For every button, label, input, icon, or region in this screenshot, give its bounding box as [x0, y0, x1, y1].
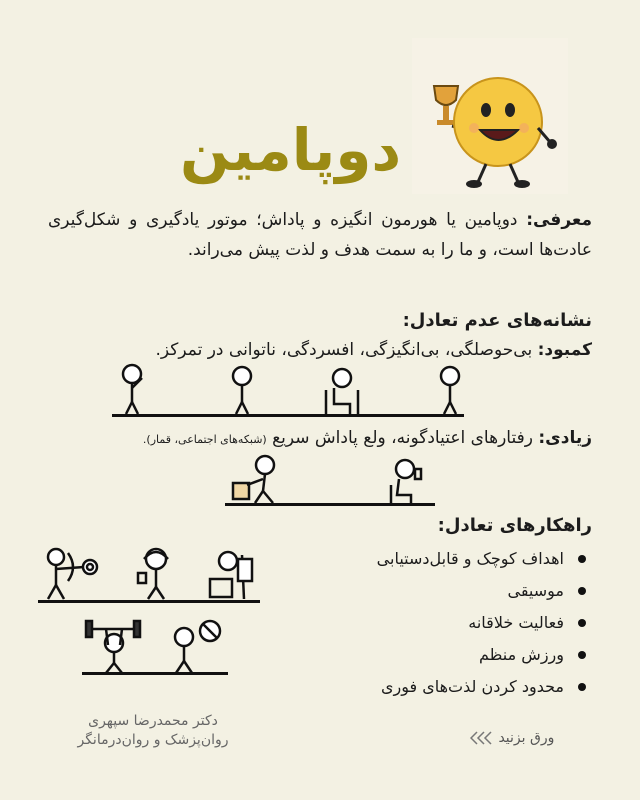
list-item: محدود کردن لذت‌های فوری	[286, 671, 586, 703]
page-title: دوپامین	[180, 116, 402, 184]
bullet-icon	[578, 683, 586, 691]
author-credit	[58, 712, 248, 750]
intro-text: دوپامین یا هورمون انگیزه و پاداش؛ موتور یادگیری و شکل‌گیری عادت‌ها است، و ما را به سمت هدف و لذت پیش می‌راند.	[48, 210, 592, 260]
tired-figures-illustration	[112, 360, 464, 420]
exercise-limit-figures-illustration	[82, 615, 228, 675]
list-item: موسیقی	[286, 575, 586, 607]
swipe-label: ورق بزنید	[498, 730, 555, 746]
ground-line	[38, 600, 260, 603]
deficit-line	[156, 340, 593, 360]
imbalance-heading: نشانه‌های عدم تعادل:	[402, 310, 592, 331]
ground-line	[112, 414, 464, 417]
excess-line	[143, 428, 592, 448]
bullet-icon	[578, 619, 586, 627]
excess-note: (شبکه‌های اجتماعی، قمار).	[142, 433, 267, 446]
intro-paragraph	[48, 205, 592, 265]
strategies-list	[286, 543, 586, 703]
bullet-icon	[578, 651, 586, 659]
deficit-text: بی‌حوصلگی، بی‌انگیزگی، افسردگی، ناتوانی در تمرکز.	[155, 340, 533, 360]
author-name: دکتر محمدرضا سپهری	[88, 713, 218, 729]
excess-label: زیادی:	[538, 428, 592, 448]
excess-text: رفتارهای اعتیادگونه، ولع پاداش سریع	[272, 428, 533, 448]
deficit-label: کمبود:	[537, 340, 592, 360]
bullet-icon	[578, 555, 586, 563]
strategies-heading: راهکارهای تعادل:	[437, 515, 592, 536]
swipe-hint[interactable]	[470, 730, 554, 746]
bullet-icon	[578, 587, 586, 595]
list-item: اهداف کوچک و قابل‌دستیابی	[286, 543, 586, 575]
ground-line	[82, 672, 228, 675]
chevrons-left-icon	[470, 731, 494, 745]
list-item: ورزش منظم	[286, 639, 586, 671]
author-title: روان‌پزشک و روان‌درمانگر	[77, 732, 229, 748]
intro-label: معرفی:	[526, 210, 593, 230]
addiction-figures-illustration	[225, 455, 435, 507]
ground-line	[225, 503, 435, 506]
smiling-dopamine-mascot-icon	[412, 38, 568, 194]
goal-music-art-figures-illustration	[38, 545, 260, 603]
list-item: فعالیت خلاقانه	[286, 607, 586, 639]
